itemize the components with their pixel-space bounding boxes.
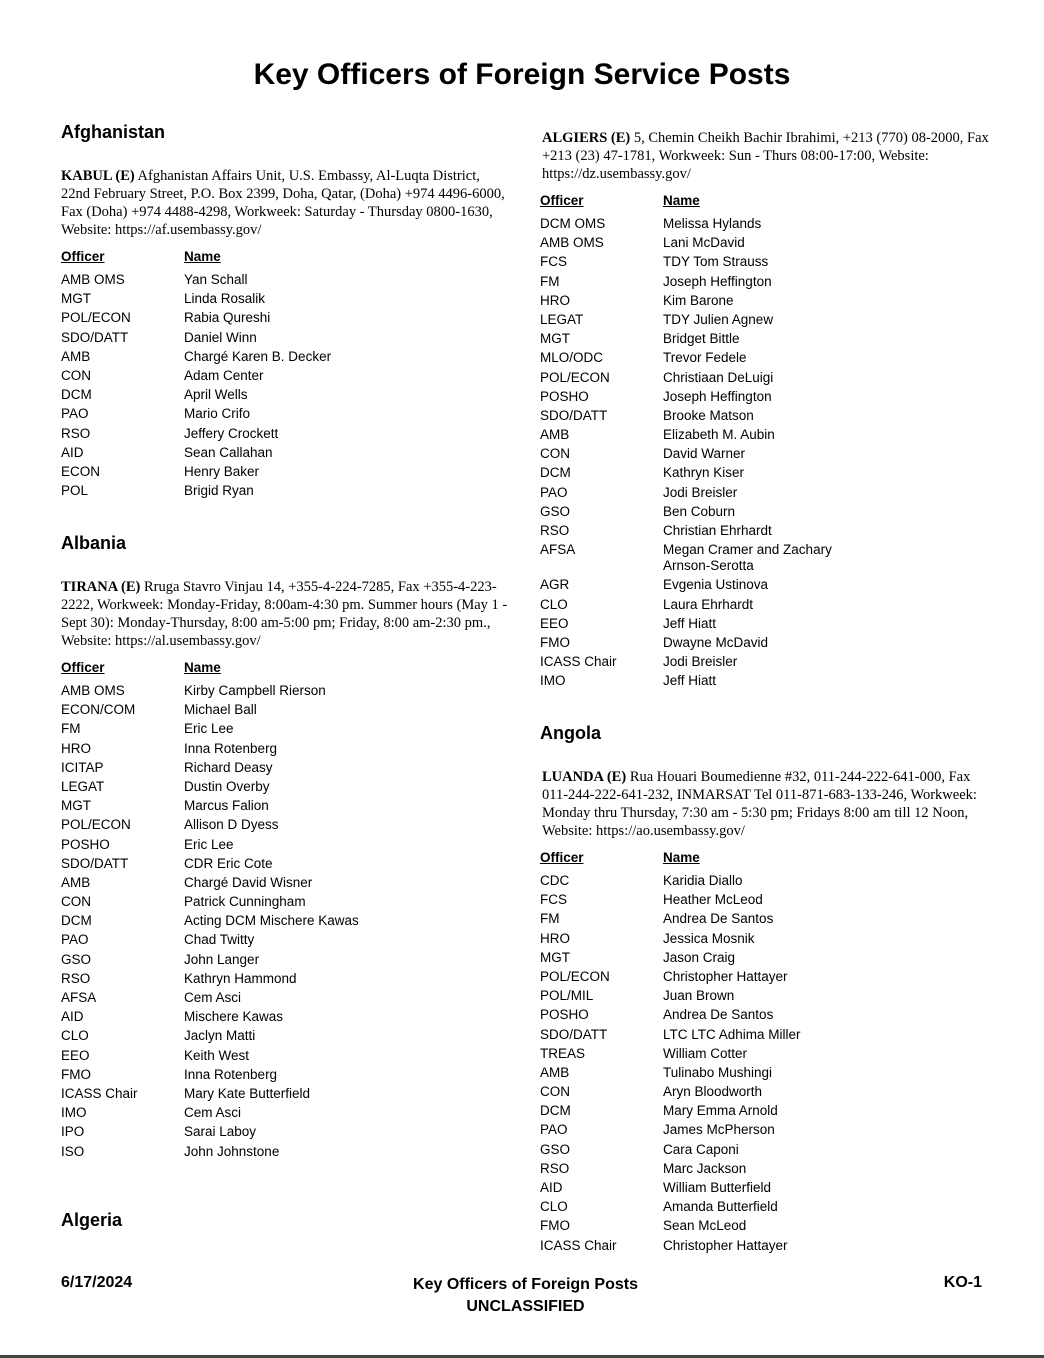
post-name: KABUL (E)	[61, 168, 135, 184]
post-details: Rruga Stavro Vinjau 14, +355-4-224-7285, Fax +355-4-223-2222, Workweek: Monday-Friday, 8:00am-4:30 pm. Summer hours (May 1 - Sept 30): Monday-Thursday, 8:00 am-5:00 pm; Friday, 8:00 am-2:30 pm., Website: https://al.usembassy.gov/	[61, 579, 508, 649]
officer-row	[540, 673, 990, 689]
officer-title: ICASS Chair	[61, 1085, 138, 1101]
officer-name: Yan Schall	[184, 272, 248, 287]
officer-title: HRO	[540, 930, 570, 946]
officer-name: Karidia Diallo	[663, 873, 743, 888]
officer-name: Andrea De Santos	[663, 1007, 774, 1023]
officer-row	[540, 542, 990, 574]
post-kabul	[61, 167, 511, 239]
officer-name: Dustin Overby	[184, 778, 270, 794]
officer-row	[540, 1161, 990, 1177]
officer-column-header: Officer	[540, 850, 584, 865]
officer-name: Jessica Mosnik	[663, 930, 755, 946]
officer-row	[540, 370, 990, 386]
officer-title: CLO	[61, 1028, 89, 1044]
officer-row	[61, 483, 511, 499]
officer-name: Dwayne McDavid	[663, 634, 769, 650]
officer-title: FM	[540, 911, 560, 927]
officer-title: TREAS	[540, 1045, 586, 1061]
officer-row	[540, 654, 990, 670]
page-title: Key Officers of Foreign Service Posts	[253, 58, 791, 91]
officer-title: AMB OMS	[61, 683, 125, 698]
officer-name: TDY Tom Strauss	[663, 254, 769, 270]
officer-name: Adam Center	[184, 367, 264, 383]
officer-name: Chargé David Wisner	[184, 874, 313, 890]
officer-row	[61, 445, 511, 461]
post-algiers	[542, 129, 992, 183]
officer-name: William Cotter	[663, 1045, 748, 1061]
officer-table-kabul	[61, 249, 511, 502]
officer-title: AMB OMS	[540, 235, 604, 251]
officer-title: PAO	[61, 932, 89, 948]
officer-row	[540, 1218, 990, 1234]
officer-row	[540, 1027, 990, 1043]
officer-title: CON	[540, 1084, 570, 1100]
officer-title: CON	[540, 446, 570, 462]
officer-title: AID	[61, 444, 84, 460]
officer-title: MGT	[540, 331, 570, 347]
officer-row	[61, 1105, 511, 1121]
officer-title: POL/ECON	[61, 310, 131, 326]
officer-title: POL/MIL	[540, 988, 594, 1004]
officer-title: AMB OMS	[61, 272, 125, 287]
officer-name: Sarai Laboy	[184, 1124, 257, 1140]
officer-row	[61, 702, 511, 718]
officer-name: Jeff Hiatt	[663, 615, 717, 631]
officer-row	[61, 837, 511, 853]
officer-name: Sean McLeod	[663, 1218, 747, 1234]
officer-title: DCM	[61, 387, 92, 403]
officer-name: Jason Craig	[663, 949, 736, 965]
officer-row	[61, 990, 511, 1006]
officer-row	[540, 988, 990, 1004]
officer-title: RSO	[540, 1160, 570, 1176]
officer-name: Lani McDavid	[663, 235, 745, 251]
officer-title: SDO/DATT	[540, 1026, 608, 1042]
officer-title: MGT	[61, 798, 91, 814]
officer-title: SDO/DATT	[61, 329, 129, 345]
officer-row	[61, 349, 511, 365]
officer-name: Melissa Hylands	[663, 216, 762, 231]
officer-name: Chargé Karen B. Decker	[184, 348, 332, 364]
officer-name: Cem Asci	[184, 1105, 242, 1121]
post-details: Rua Houari Boumedienne #32, 011-244-222-641-000, Fax 011-244-222-641-232, INMARSAT Tel 011-871-683-133-246, Workweek: Monday thru Thursday, 7:30 am - 5:30 pm; Fridays 8:00 am till 12 Noon, Website: https://ao.usembassy.gov/	[542, 769, 977, 839]
officer-name: Andrea De Santos	[663, 911, 774, 927]
officer-row	[61, 310, 511, 326]
officer-name: Michael Ball	[184, 702, 257, 718]
officer-name: Inna Rotenberg	[184, 1066, 278, 1082]
officer-row	[540, 408, 990, 424]
name-column-header: Name	[663, 850, 700, 865]
footer-title: Key Officers of Foreign Posts	[413, 1276, 638, 1293]
officer-name: Brooke Matson	[663, 407, 754, 423]
officer-title: AMB	[61, 874, 91, 890]
name-column-header: Name	[184, 249, 221, 264]
officer-name: Kathryn Hammond	[184, 970, 297, 986]
officer-title: POL/ECON	[540, 968, 610, 984]
officer-title: POSHO	[540, 388, 589, 404]
officer-row	[540, 504, 990, 520]
officer-name: James McPherson	[663, 1122, 775, 1138]
officer-row	[540, 523, 990, 539]
officer-title: ICITAP	[61, 759, 104, 775]
officer-name: Bridget Bittle	[663, 331, 740, 347]
officer-name: Cara Caponi	[663, 1141, 739, 1157]
officer-row	[61, 1124, 511, 1140]
footer-date: 6/17/2024	[61, 1274, 133, 1291]
name-column-header: Name	[663, 193, 700, 208]
officer-row	[540, 616, 990, 632]
officer-row	[540, 312, 990, 328]
officer-name: Heather McLeod	[663, 892, 763, 908]
officer-title: HRO	[61, 740, 91, 756]
officer-name: Mario Crifo	[184, 406, 251, 422]
post-name: ALGIERS (E)	[542, 130, 631, 146]
officer-name: Juan Brown	[663, 988, 735, 1004]
officer-row	[540, 427, 990, 443]
officer-name: Jeffery Crockett	[184, 425, 279, 441]
officer-row	[540, 1084, 990, 1100]
officer-name: Mary Kate Butterfield	[184, 1085, 311, 1101]
officer-title: MGT	[61, 291, 91, 307]
country-heading-afghanistan: Afghanistan	[61, 122, 166, 142]
officer-name: Christiaan DeLuigi	[663, 369, 774, 385]
officer-title: DCM	[540, 1103, 571, 1119]
table-header	[61, 660, 511, 679]
officer-title: ECON	[61, 463, 101, 479]
officer-title: FM	[61, 721, 81, 737]
officer-row	[61, 932, 511, 948]
officer-row	[540, 331, 990, 347]
officer-title: POL/ECON	[61, 817, 131, 833]
officer-title: AMB	[61, 348, 91, 364]
officer-row	[61, 426, 511, 442]
officer-name: Sean Callahan	[184, 444, 273, 460]
officer-row	[540, 577, 990, 593]
officer-name: Cem Asci	[184, 990, 242, 1005]
officer-row	[540, 293, 990, 309]
officer-name: Aryn Bloodworth	[663, 1084, 763, 1100]
officer-name: Eric Lee	[184, 836, 234, 852]
officer-row	[540, 931, 990, 947]
classification-label: UNCLASSIFIED	[466, 1298, 585, 1315]
officer-row	[540, 969, 990, 985]
officer-name: Henry Baker	[184, 463, 260, 479]
officer-row	[540, 254, 990, 270]
officer-row	[61, 952, 511, 968]
officer-row	[61, 1086, 511, 1102]
officer-title: HRO	[540, 292, 570, 308]
post-name: LUANDA (E)	[542, 769, 627, 785]
officer-name: Daniel Winn	[184, 329, 257, 345]
officer-name: Evgenia Ustinova	[663, 577, 769, 593]
officer-row	[540, 1046, 990, 1062]
officer-title: DCM	[540, 465, 571, 481]
officer-column-header: Officer	[61, 249, 105, 264]
officer-name: Elizabeth M. Aubin	[663, 427, 775, 443]
officer-name: Laura Ehrhardt	[663, 596, 754, 612]
officer-name: Jaclyn Matti	[184, 1028, 256, 1044]
officer-title: PAO	[540, 1122, 568, 1138]
officer-row	[61, 291, 511, 307]
officer-row	[540, 216, 990, 232]
officer-name: Jodi Breisler	[663, 654, 738, 670]
officer-name: Chad Twitty	[184, 932, 255, 948]
officer-row	[61, 272, 511, 288]
post-details: Afghanistan Affairs Unit, U.S. Embassy, Al-Luqta District, 22nd February Street, P.O. Box 2399, Doha, Qatar, (Doha) +974 4496-6000, Fax (Doha) +974 4488-4298, Workweek: Saturday - Thursday 0800-1630, Website: https://af.usembassy.gov/	[61, 168, 505, 238]
officer-title: GSO	[540, 503, 571, 519]
officer-title: MLO/ODC	[540, 350, 604, 366]
officer-column-header: Officer	[540, 193, 584, 208]
officer-row	[61, 683, 511, 699]
officer-row	[540, 389, 990, 405]
officer-title: LEGAT	[61, 778, 105, 794]
officer-row	[540, 911, 990, 927]
officer-name: Amanda Butterfield	[663, 1199, 778, 1215]
officer-row	[61, 741, 511, 757]
officer-name: Brigid Ryan	[184, 483, 254, 499]
officer-title: CDC	[540, 873, 570, 888]
officer-name: Joseph Heffington	[663, 388, 772, 404]
post-tirana	[61, 578, 511, 650]
officer-name: Kathryn Kiser	[663, 465, 745, 481]
officer-title: IMO	[61, 1105, 87, 1121]
officer-title: ECON/COM	[61, 702, 136, 718]
officer-title: GSO	[540, 1141, 571, 1157]
officer-name: Allison D Dyess	[184, 817, 279, 833]
officer-title: PAO	[540, 484, 568, 500]
officer-title: FCS	[540, 892, 567, 908]
post-details: 5, Chemin Cheikh Bachir Ibrahimi, +213 (770) 08-2000, Fax +213 (23) 47-1781, Workweek: Sun - Thurs 08:00-17:00, Website: https://dz.usembassy.gov/	[542, 130, 989, 182]
officer-title: IPO	[61, 1124, 85, 1140]
page-number: KO-1	[943, 1274, 982, 1291]
officer-name: Kim Barone	[663, 292, 734, 308]
officer-name: LTC LTC Adhima Miller	[663, 1026, 801, 1042]
officer-row	[61, 760, 511, 776]
officer-name: Jodi Breisler	[663, 484, 738, 500]
officer-name: Rabia Qureshi	[184, 310, 271, 326]
officer-title: FM	[540, 273, 560, 289]
officer-title: POL/ECON	[540, 369, 610, 385]
officer-name: Ben Coburn	[663, 503, 736, 519]
officer-name: Keith West	[184, 1047, 250, 1063]
officer-row	[540, 597, 990, 613]
officer-title: CLO	[540, 1199, 568, 1215]
officer-row	[540, 274, 990, 290]
officer-name: Mary Emma Arnold	[663, 1103, 778, 1119]
officer-row	[540, 1199, 990, 1215]
officer-row	[540, 873, 990, 889]
officer-title: MGT	[540, 949, 570, 965]
officer-title: EEO	[61, 1047, 90, 1063]
officer-name: Richard Deasy	[184, 759, 273, 775]
officer-title: POL	[61, 483, 89, 499]
officer-title: PAO	[61, 406, 89, 422]
officer-row	[540, 465, 990, 481]
officer-title: AMB	[540, 1064, 570, 1080]
officer-row	[61, 464, 511, 480]
officer-title: SDO/DATT	[540, 407, 608, 423]
officer-name: CDR Eric Cote	[184, 855, 273, 871]
officer-name: Trevor Fedele	[663, 350, 747, 366]
officer-title: SDO/DATT	[61, 855, 129, 871]
post-name: TIRANA (E)	[61, 579, 141, 595]
officer-row	[61, 368, 511, 384]
officer-row	[61, 798, 511, 814]
officer-name: Patrick Cunningham	[184, 894, 306, 910]
officer-title: FMO	[540, 634, 570, 650]
table-header	[61, 249, 511, 268]
officer-name: Christian Ehrhardt	[663, 523, 772, 538]
footer-center	[0, 1274, 1044, 1318]
officer-name: Marcus Falion	[184, 798, 269, 814]
officer-title: AGR	[540, 577, 570, 593]
officer-row	[61, 1028, 511, 1044]
officer-title: FMO	[61, 1066, 91, 1082]
officer-title: ICASS Chair	[540, 654, 617, 670]
officer-title: FCS	[540, 254, 567, 270]
officer-name: John Langer	[184, 951, 260, 967]
officer-row	[61, 721, 511, 737]
officer-row	[540, 892, 990, 908]
name-column-header: Name	[184, 660, 221, 675]
officer-row	[61, 1009, 511, 1025]
officer-row	[61, 817, 511, 833]
officer-row	[540, 235, 990, 251]
officer-name: Eric Lee	[184, 721, 234, 737]
officer-row	[540, 1180, 990, 1196]
officer-row	[540, 1103, 990, 1119]
officer-title: ICASS Chair	[540, 1237, 617, 1253]
officer-row	[540, 350, 990, 366]
officer-title: DCM	[61, 913, 92, 929]
officer-title: EEO	[540, 615, 569, 631]
country-heading-angola: Angola	[540, 723, 601, 743]
officer-title: CLO	[540, 596, 568, 612]
officer-title: DCM OMS	[540, 216, 606, 231]
officer-row	[540, 1238, 990, 1254]
officer-name: Marc Jackson	[663, 1160, 747, 1176]
officer-title: AMB	[540, 427, 570, 443]
officer-row	[540, 1142, 990, 1158]
officer-name: Tulinabo Mushingi	[663, 1064, 773, 1080]
officer-row	[61, 779, 511, 795]
officer-row	[61, 1144, 511, 1160]
table-header	[540, 850, 990, 869]
officer-row	[540, 635, 990, 651]
officer-row	[61, 406, 511, 422]
officer-name: Mischere Kawas	[184, 1009, 284, 1025]
officer-title: ISO	[61, 1143, 85, 1159]
officer-name: Linda Rosalik	[184, 291, 266, 307]
officer-name: John Johnstone	[184, 1143, 280, 1159]
officer-title: FMO	[540, 1218, 570, 1234]
officer-row	[540, 1122, 990, 1138]
officer-title: AID	[61, 1009, 84, 1025]
officer-title: RSO	[61, 970, 91, 986]
officer-name: Kirby Campbell Rierson	[184, 683, 326, 698]
officer-row	[540, 446, 990, 462]
officer-name: Megan Cramer and Zachary Arnson-Serotta	[663, 542, 832, 574]
country-heading-albania: Albania	[61, 533, 127, 553]
officer-title: AFSA	[61, 990, 97, 1005]
officer-row	[61, 387, 511, 403]
officer-row	[61, 971, 511, 987]
officer-table-luanda	[540, 850, 990, 1257]
country-heading-algeria: Algeria	[61, 1210, 123, 1230]
officer-title: RSO	[61, 425, 91, 441]
officer-name: David Warner	[663, 446, 746, 462]
officer-name: Christopher Hattayer	[663, 968, 788, 984]
officer-row	[61, 1067, 511, 1083]
officer-row	[61, 894, 511, 910]
officer-name: April Wells	[184, 387, 248, 403]
officer-row	[61, 1048, 511, 1064]
officer-name: Acting DCM Mischere Kawas	[184, 913, 359, 929]
table-header	[540, 193, 990, 212]
officer-name: Christopher Hattayer	[663, 1237, 788, 1253]
officer-row	[61, 875, 511, 891]
officer-title: CON	[61, 894, 91, 910]
officer-name: William Butterfield	[663, 1180, 772, 1195]
officer-title: GSO	[61, 951, 92, 967]
officer-title: POSHO	[540, 1007, 589, 1023]
officer-title: AID	[540, 1180, 563, 1195]
officer-row	[540, 1007, 990, 1023]
officer-row	[61, 913, 511, 929]
officer-name: Inna Rotenberg	[184, 740, 278, 756]
officer-name: Joseph Heffington	[663, 273, 772, 289]
officer-table-tirana	[61, 660, 511, 1163]
officer-row	[540, 1065, 990, 1081]
officer-name: TDY Julien Agnew	[663, 311, 774, 327]
officer-row	[61, 856, 511, 872]
officer-row	[61, 330, 511, 346]
officer-row	[540, 950, 990, 966]
officer-title: CON	[61, 367, 91, 383]
officer-table-algiers	[540, 193, 990, 693]
post-luanda	[542, 768, 992, 840]
officer-title: LEGAT	[540, 311, 584, 327]
officer-title: AFSA	[540, 542, 576, 558]
officer-title: POSHO	[61, 836, 110, 852]
officer-column-header: Officer	[61, 660, 105, 675]
officer-row	[540, 485, 990, 501]
officer-title: IMO	[540, 673, 566, 689]
officer-title: RSO	[540, 523, 570, 538]
officer-name: Jeff Hiatt	[663, 673, 717, 689]
